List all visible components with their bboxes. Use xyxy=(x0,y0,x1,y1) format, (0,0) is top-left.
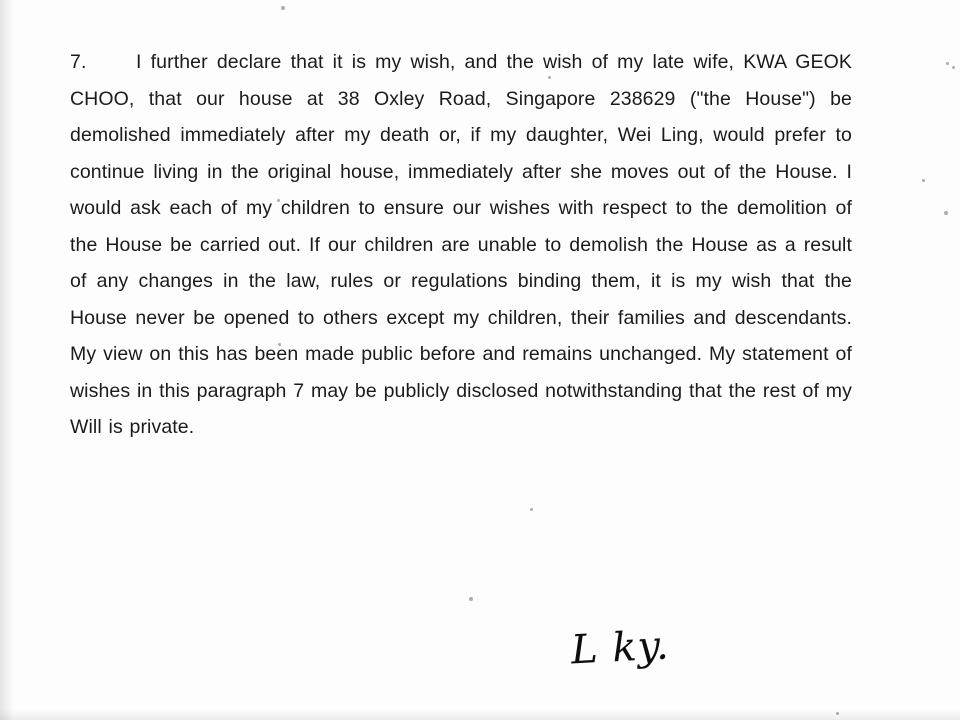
scan-speckle xyxy=(944,211,948,215)
scan-speckle xyxy=(836,712,839,715)
scan-speckle xyxy=(281,6,285,10)
paragraph-number: 7. xyxy=(70,51,87,73)
scan-speckle xyxy=(946,62,949,65)
scan-speckle xyxy=(530,508,533,511)
scan-speckle xyxy=(469,597,473,601)
signature: L ky. xyxy=(569,622,671,674)
paragraph-7 xyxy=(70,44,852,446)
page-left-edge-shadow xyxy=(0,0,14,720)
paragraph-text: I further declare that it is my wish, and the wish of my late wife, KWA GEOK CHOO, that our house at 38 Oxley Road, Singapore 238629 ("the House") be demolished immediately after my death or, if my daughter, Wei Ling, would prefer to continue living in the original house, immediately after she moves out of the House. I would ask each of my children to ensure our wishes with respect to the demolition of the House be carried out. If our children are unable to demolish the House as a result of any changes in the law, rules or regulations binding them, it is my wish that the House never be opened to others except my children, their families and descendants. My view on this has been made public before and remains unchanged. My statement of wishes in this paragraph 7 may be publicly disclosed notwithstanding that the rest of my Will is private. xyxy=(70,51,852,438)
scan-speckle xyxy=(952,66,955,69)
page-bottom-edge-shadow xyxy=(0,710,960,720)
scan-speckle xyxy=(922,179,925,182)
document-text-block xyxy=(70,44,852,446)
